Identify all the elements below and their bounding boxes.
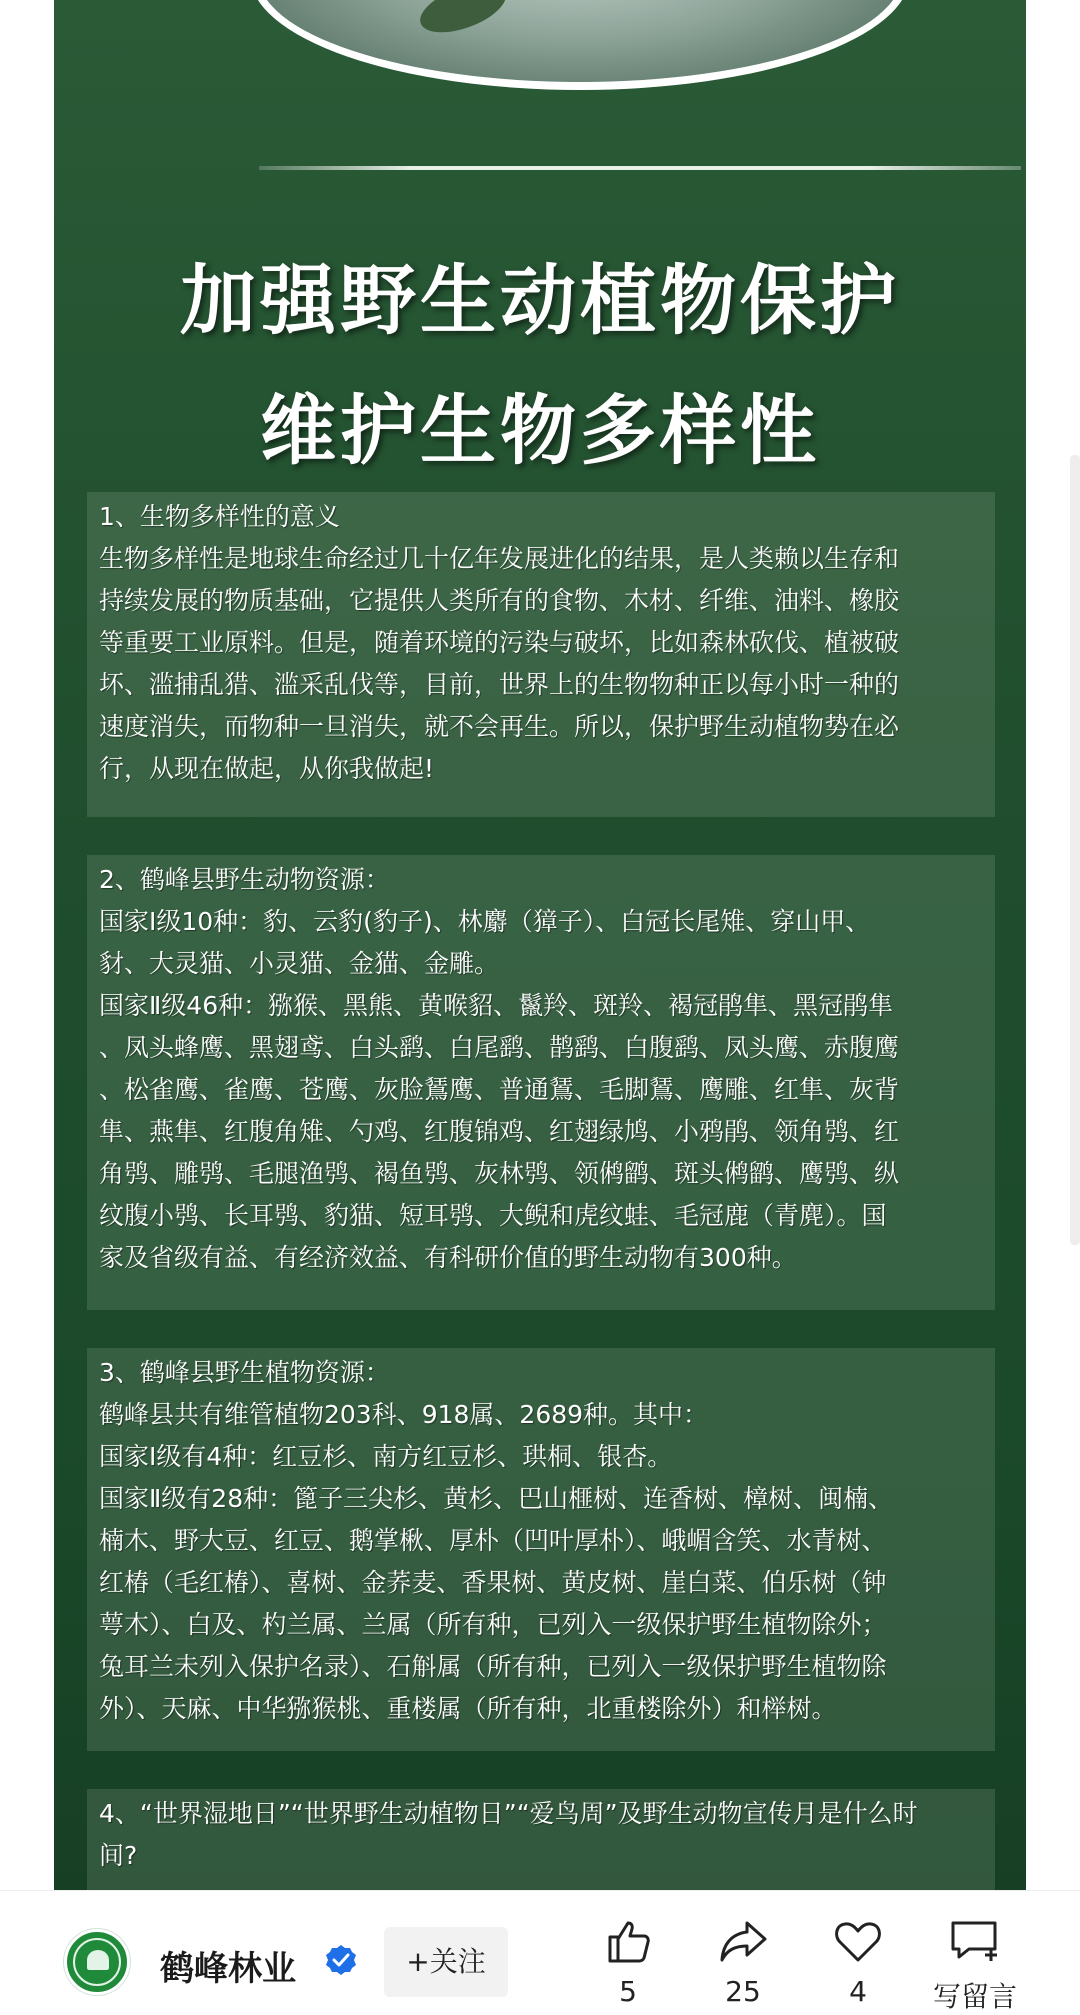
favorite-icon — [832, 1915, 884, 1967]
section-heading: 4、“世界湿地日”“世界野生动植物日”“爱鸟周”及野生动物宣传月是什么时 — [99, 1799, 918, 1828]
section-line: 家及省级有益、有经济效益、有科研价值的野生动物有300种。 — [99, 1243, 797, 1272]
section-line: 、凤头蜂鹰、黑翅鸢、白头鹞、白尾鹞、鹊鹞、白腹鹞、凤头鹰、赤腹鹰 — [99, 1033, 900, 1062]
write-comment-button[interactable] — [925, 1915, 1025, 2015]
favorite-count: 4 — [849, 1975, 867, 2008]
comment-icon — [947, 1915, 1003, 1967]
section-panel-wild-plants — [87, 1348, 995, 1751]
section-line: 持续发展的物质基础，它提供人类所有的食物、木材、纤维、油料、橡胶 — [99, 586, 900, 615]
like-icon — [602, 1915, 654, 1967]
section-line: 行，从现在做起，从你我做起! — [99, 754, 435, 783]
section-line: 速度消失，而物种一旦消失，就不会再生。所以，保护野生动植物势在必 — [99, 712, 900, 741]
section-heading: 1、生物多样性的意义 — [99, 502, 340, 531]
like-button[interactable] — [578, 1915, 678, 2015]
decorative-rule — [259, 166, 1021, 170]
share-button[interactable] — [693, 1915, 793, 2015]
section-line: 纹腹小鸮、长耳鸮、豹猫、短耳鸮、大鲵和虎纹蛙、毛冠鹿（青麂）。国 — [99, 1201, 887, 1230]
bottom-action-bar — [0, 1890, 1080, 2015]
page-margin — [0, 0, 54, 1890]
section-panel-observance-days — [87, 1789, 995, 1890]
section-line: 国家Ⅱ级有28种：篦子三尖杉、黄杉、巴山榧树、连香树、樟树、闽楠、 — [99, 1484, 894, 1513]
section-line: 国家Ⅱ级46种：猕猴、黑熊、黄喉貂、鬣羚、斑羚、褐冠鹃隼、黑冠鹃隼 — [99, 991, 894, 1020]
like-count: 5 — [619, 1975, 637, 2008]
write-comment-label: 写留言 — [932, 1980, 1017, 2013]
section-line: 兔耳兰未列入保护名录）、石斛属（所有种，已列入一级保护野生植物除 — [99, 1652, 887, 1681]
section-line: 鹤峰县共有维管植物203科、918属、2689种。其中： — [99, 1400, 709, 1429]
section-line: 坏、滥捕乱猎、滥采乱伐等，目前，世界上的生物物种正以每小时一种的 — [99, 670, 900, 699]
section-panel-significance — [87, 492, 995, 817]
section-line: 、松雀鹰、雀鹰、苍鹰、灰脸鵟鹰、普通鵟、毛脚鵟、鹰雕、红隼、灰背 — [99, 1075, 900, 1104]
account-avatar[interactable] — [64, 1929, 130, 1995]
scrollbar[interactable] — [1070, 455, 1080, 1245]
section-line: 生物多样性是地球生命经过几十亿年发展进化的结果，是人类赖以生存和 — [99, 544, 900, 573]
section-line: 等重要工业原料。但是，随着环境的污染与破坏，比如森林砍伐、植被破 — [99, 628, 900, 657]
hero-photo-arc — [250, 0, 910, 90]
section-line: 外）、天麻、中华猕猴桃、重楼属（所有种，北重楼除外）和榉树。 — [99, 1694, 837, 1723]
section-line: 国家Ⅰ级有4种：红豆杉、南方红豆杉、珙桐、银杏。 — [99, 1442, 673, 1471]
section-line: 楠木、野大豆、红豆、鹅掌楸、厚朴（凹叶厚朴）、峨嵋含笑、水青树、 — [99, 1526, 887, 1555]
poster-title-line-1: 加强野生动植物保护 — [180, 256, 900, 345]
section-panel-wild-animals — [87, 855, 995, 1310]
section-heading: 2、鹤峰县野生动物资源： — [99, 865, 390, 894]
favorite-button[interactable] — [808, 1915, 908, 2015]
section-heading: 3、鹤峰县野生植物资源： — [99, 1358, 390, 1387]
verified-icon — [324, 1943, 358, 1977]
section-line: 红椿（毛红椿）、喜树、金荞麦、香果树、黄皮树、崖白菜、伯乐树（钟 — [99, 1568, 887, 1597]
article-poster-image — [54, 0, 1026, 1890]
account-name[interactable]: 鹤峰林业 — [160, 1949, 296, 1989]
section-line: 豺、大灵猫、小灵猫、金猫、金雕。 — [99, 949, 500, 978]
share-count: 25 — [725, 1975, 761, 2008]
section-line: 角鸮、雕鸮、毛腿渔鸮、褐鱼鸮、灰林鸮、领鸺鹠、斑头鸺鹠、鹰鸮、纵 — [99, 1159, 900, 1188]
follow-button[interactable]: +关注 — [384, 1927, 508, 1997]
section-line: 隼、燕隼、红腹角雉、勺鸡、红腹锦鸡、红翅绿鸠、小鸦鹃、领角鸮、红 — [99, 1117, 900, 1146]
section-line: 间? — [99, 1841, 138, 1870]
poster-title-line-2: 维护生物多样性 — [260, 386, 820, 475]
share-icon — [717, 1915, 769, 1967]
section-line: 萼木）、白及、杓兰属、兰属（所有种，已列入一级保护野生植物除外； — [99, 1610, 887, 1639]
section-line: 国家Ⅰ级10种：豹、云豹(豹子)、林麝（獐子）、白冠长尾雉、穿山甲、 — [99, 907, 871, 936]
